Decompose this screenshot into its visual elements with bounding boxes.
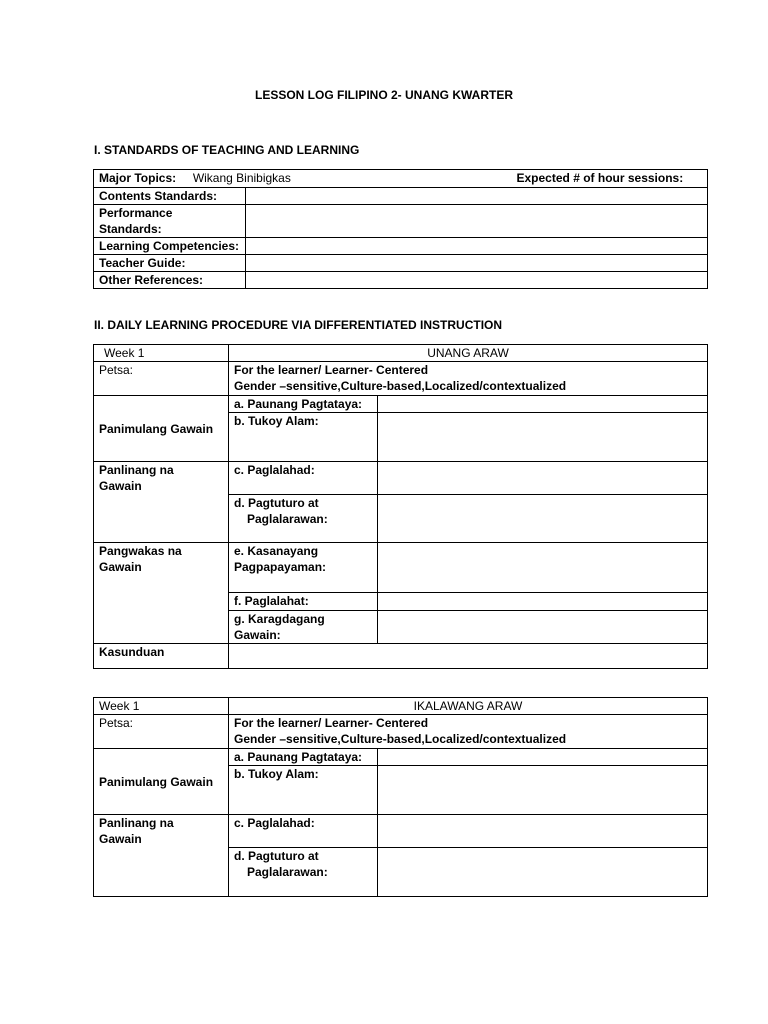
day1-e-line1: e. Kasanayang bbox=[234, 544, 319, 558]
day1-pangwakas-line1: Pangwakas na bbox=[99, 544, 182, 558]
day1-e-line2: Pagpapayaman: bbox=[234, 560, 327, 574]
day1-panimulang-label: Panimulang Gawain bbox=[94, 396, 229, 462]
day2-a-field[interactable] bbox=[378, 749, 708, 766]
day2-learner-line2: Gender –sensitive,Culture-based,Localized/contextualized bbox=[234, 732, 567, 746]
day1-kasunduan-row bbox=[94, 644, 708, 669]
other-references-row bbox=[94, 272, 708, 289]
day2-learner-text bbox=[229, 715, 708, 749]
day1-b-label: b. Tukoy Alam: bbox=[229, 413, 378, 462]
day2-petsa-label: Petsa: bbox=[94, 715, 229, 749]
day1-learner-line1: For the learner/ Learner- Centered bbox=[234, 363, 429, 377]
day1-title: UNANG ARAW bbox=[229, 345, 708, 362]
day1-d-line1: d. Pagtuturo at bbox=[234, 496, 319, 510]
day1-petsa-label: Petsa: bbox=[94, 362, 229, 396]
teacher-guide-label: Teacher Guide: bbox=[94, 255, 246, 272]
performance-standards-label-line2: Standards: bbox=[99, 222, 162, 236]
day1-row-e bbox=[94, 543, 708, 593]
day2-panlinang-line2: Gawain bbox=[99, 832, 142, 846]
standards-table bbox=[93, 169, 708, 289]
day1-learner-line2: Gender –sensitive,Culture-based,Localized/contextualized bbox=[234, 379, 567, 393]
day1-kasunduan-label: Kasunduan bbox=[94, 644, 229, 669]
day2-week: Week 1 bbox=[94, 698, 229, 715]
performance-standards-label-line1: Performance bbox=[99, 206, 173, 220]
performance-standards-row bbox=[94, 205, 708, 238]
day2-d-line1: d. Pagtuturo at bbox=[234, 849, 319, 863]
day1-pangwakas-label bbox=[94, 543, 229, 644]
section1-heading: I. STANDARDS OF TEACHING AND LEARNING bbox=[94, 143, 360, 157]
day1-e-label bbox=[229, 543, 378, 593]
contents-standards-label: Contents Standards: bbox=[94, 188, 246, 205]
learning-competencies-label: Learning Competencies: bbox=[94, 238, 246, 255]
other-references-field[interactable] bbox=[246, 272, 708, 289]
day1-f-field[interactable] bbox=[378, 593, 708, 611]
day1-b-field[interactable] bbox=[378, 413, 708, 462]
day2-row-c bbox=[94, 815, 708, 848]
day2-d-line2: Paglalarawan: bbox=[247, 865, 328, 879]
day1-c-field[interactable] bbox=[378, 462, 708, 495]
day1-a-field[interactable] bbox=[378, 396, 708, 413]
day2-b-label: b. Tukoy Alam: bbox=[229, 766, 378, 815]
day1-c-label: c. Paglalahad: bbox=[229, 462, 378, 495]
teacher-guide-row bbox=[94, 255, 708, 272]
performance-standards-field[interactable] bbox=[246, 205, 708, 238]
day2-a-label: a. Paunang Pagtataya: bbox=[229, 749, 378, 766]
day1-panlinang-line2: Gawain bbox=[99, 479, 142, 493]
day1-d-field[interactable] bbox=[378, 495, 708, 543]
day1-d-line2: Paglalarawan: bbox=[247, 512, 328, 526]
learning-competencies-field[interactable] bbox=[246, 238, 708, 255]
day2-d-label bbox=[229, 848, 378, 897]
document-title: LESSON LOG FILIPINO 2- UNANG KWARTER bbox=[254, 88, 513, 102]
major-topics-label: Major Topics: bbox=[99, 171, 177, 185]
day2-table bbox=[93, 697, 708, 897]
expected-sessions-label: Expected # of hour sessions: bbox=[516, 171, 684, 185]
day1-header-row bbox=[94, 345, 708, 362]
day2-title: IKALAWANG ARAW bbox=[229, 698, 708, 715]
day2-panimulang-label: Panimulang Gawain bbox=[94, 749, 229, 815]
day2-row-a bbox=[94, 749, 708, 766]
contents-standards-field[interactable] bbox=[246, 188, 708, 205]
section2-heading: II. DAILY LEARNING PROCEDURE VIA DIFFERENTIATED INSTRUCTION bbox=[94, 318, 503, 332]
teacher-guide-field[interactable] bbox=[246, 255, 708, 272]
day1-row-a bbox=[94, 396, 708, 413]
day2-panlinang-label bbox=[94, 815, 229, 897]
performance-standards-label bbox=[94, 205, 246, 238]
day1-petsa-row bbox=[94, 362, 708, 396]
day1-learner-text bbox=[229, 362, 708, 396]
day1-g-line1: g. Karagdagang bbox=[234, 612, 325, 626]
major-topics-row bbox=[94, 170, 708, 188]
day1-g-label bbox=[229, 611, 378, 644]
day2-header-row bbox=[94, 698, 708, 715]
day1-a-label: a. Paunang Pagtataya: bbox=[229, 396, 378, 413]
day1-row-c bbox=[94, 462, 708, 495]
day2-learner-line1: For the learner/ Learner- Centered bbox=[234, 716, 429, 730]
day2-c-field[interactable] bbox=[378, 815, 708, 848]
day2-panlinang-line1: Panlinang na bbox=[99, 816, 174, 830]
contents-standards-row bbox=[94, 188, 708, 205]
major-topics-value: Wikang Binibigkas bbox=[192, 171, 291, 185]
day1-g-line2: Gawain: bbox=[234, 628, 281, 642]
learning-competencies-row bbox=[94, 238, 708, 255]
other-references-label: Other References: bbox=[94, 272, 246, 289]
day1-panlinang-line1: Panlinang na bbox=[99, 463, 174, 477]
day1-d-label bbox=[229, 495, 378, 543]
day1-table bbox=[93, 344, 708, 669]
day1-week: Week 1 bbox=[94, 345, 229, 362]
day2-d-field[interactable] bbox=[378, 848, 708, 897]
day2-c-label: c. Paglalahad: bbox=[229, 815, 378, 848]
day1-kasunduan-field[interactable] bbox=[229, 644, 708, 669]
day1-g-field[interactable] bbox=[378, 611, 708, 644]
day2-petsa-row bbox=[94, 715, 708, 749]
day1-pangwakas-line2: Gawain bbox=[99, 560, 142, 574]
day2-b-field[interactable] bbox=[378, 766, 708, 815]
day1-e-field[interactable] bbox=[378, 543, 708, 593]
day1-panlinang-label bbox=[94, 462, 229, 543]
day1-f-label: f. Paglalahat: bbox=[229, 593, 378, 611]
